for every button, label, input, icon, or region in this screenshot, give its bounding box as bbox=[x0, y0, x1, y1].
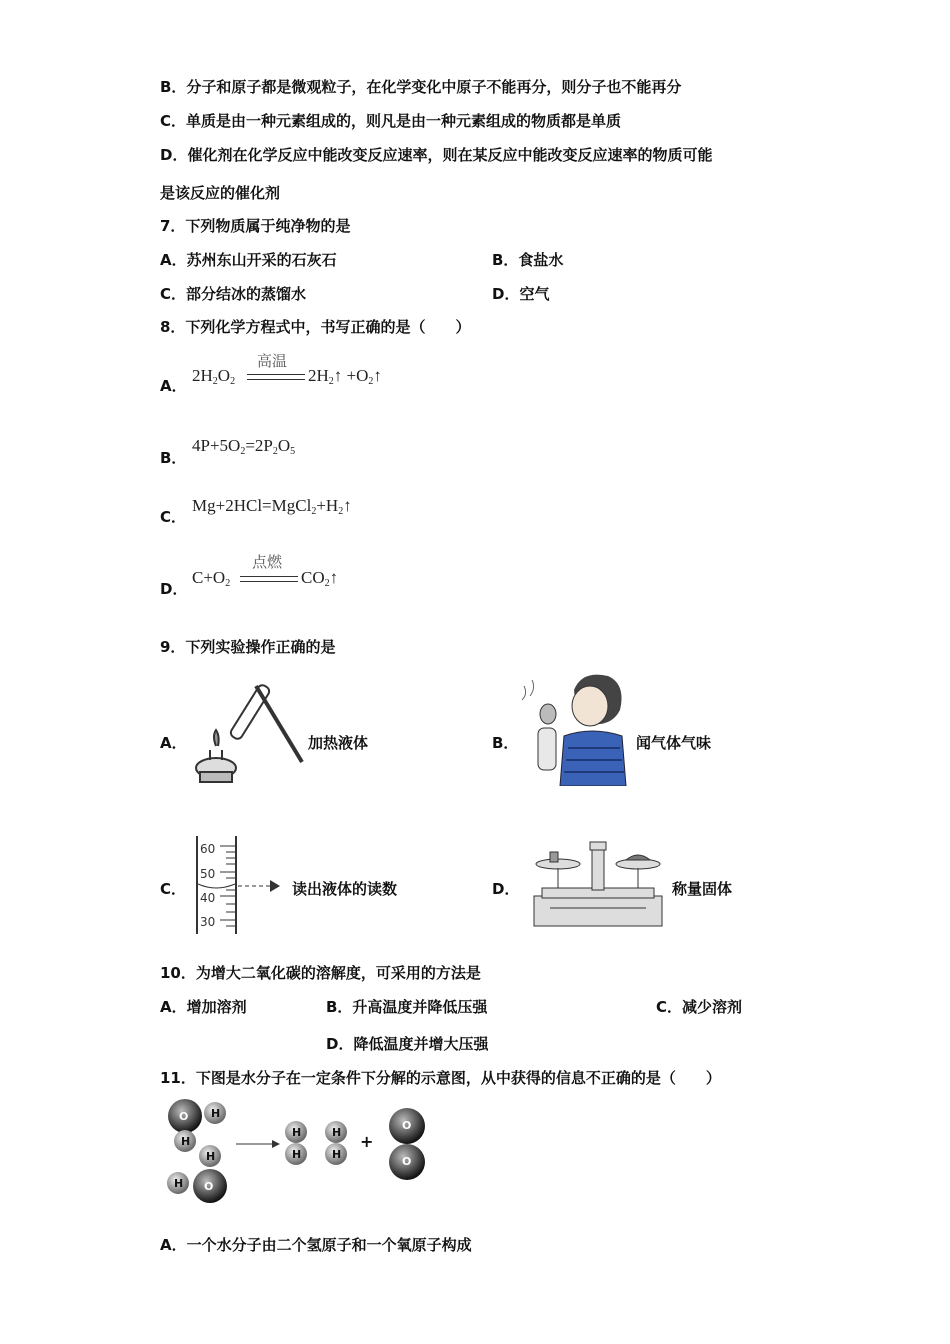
atom-label-h-7: H bbox=[332, 1126, 342, 1139]
q10-option-d: D．降低温度并增大压强 bbox=[326, 1035, 489, 1053]
q9-option-b-label: B． bbox=[492, 734, 519, 752]
q8-d-rhs: $CO_2↑$ bbox=[301, 568, 339, 589]
q9-option-d-caption: 称量固体 bbox=[672, 880, 733, 898]
q8-option-a-label: A． bbox=[160, 377, 187, 395]
q9-option-d-label: D． bbox=[492, 880, 520, 898]
atom-label-h-4: H bbox=[174, 1177, 184, 1190]
plus-sign: + bbox=[360, 1132, 374, 1151]
cylinder-tick-60: 60 bbox=[200, 842, 216, 856]
q8-option-b-label: B． bbox=[160, 449, 187, 467]
q8-d-lhs: $C+O_2$ bbox=[192, 568, 231, 589]
q11-stem: 11．下图是水分子在一定条件下分解的示意图，从中获得的信息不正确的是（ ） bbox=[160, 1069, 721, 1087]
q8-a-condition: 高温 bbox=[257, 352, 288, 370]
cylinder-tick-40: 40 bbox=[200, 891, 216, 905]
q9-option-a-caption: 加热液体 bbox=[308, 734, 369, 752]
q11-option-a: A．一个水分子由二个氢原子和一个氧原子构成 bbox=[160, 1236, 472, 1254]
q9-option-a-label: A． bbox=[160, 734, 187, 752]
q7-option-c: C．部分结冰的蒸馏水 bbox=[160, 285, 307, 303]
q10-option-a: A．增加溶剂 bbox=[160, 998, 247, 1016]
q6-option-d-line1: D．催化剂在化学反应中能改变反应速率，则在某反应中能改变反应速率的物质可能 bbox=[160, 146, 713, 164]
q8-a-equals bbox=[247, 374, 305, 380]
q7-option-a: A．苏州东山开采的石灰石 bbox=[160, 251, 337, 269]
q8-a-lhs: $2H_2O_2$ bbox=[192, 366, 236, 387]
q9-stem: 9．下列实验操作正确的是 bbox=[160, 638, 336, 656]
q8-b-equation: $4P+5O_2=2P_2O_5$ bbox=[192, 436, 296, 457]
atom-label-h-1: H bbox=[211, 1107, 221, 1120]
q6-option-c: C．单质是由一种元素组成的，则凡是由一种元素组成的物质都是单质 bbox=[160, 112, 622, 130]
q8-option-d-label: D． bbox=[160, 580, 188, 598]
atom-label-o-3: O bbox=[402, 1119, 412, 1132]
q9-option-c-label: C． bbox=[160, 880, 187, 898]
q7-stem: 7．下列物质属于纯净物的是 bbox=[160, 217, 351, 235]
atom-label-h-5: H bbox=[292, 1126, 302, 1139]
atom-label-o-4: O bbox=[402, 1155, 412, 1168]
atom-label-h-2: H bbox=[181, 1135, 191, 1148]
q9-option-c-caption: 读出液体的读数 bbox=[292, 880, 398, 898]
q9-option-b-caption: 闻气体气味 bbox=[636, 734, 712, 752]
q8-stem: 8．下列化学方程式中，书写正确的是（ ） bbox=[160, 318, 471, 336]
q10-option-b: B．升高温度并降低压强 bbox=[326, 998, 488, 1016]
atom-label-h-8: H bbox=[332, 1148, 342, 1161]
atom-label-h-6: H bbox=[292, 1148, 302, 1161]
q7-option-d: D．空气 bbox=[492, 285, 550, 303]
atom-label-o-1: O bbox=[179, 1110, 189, 1123]
cylinder-tick-50: 50 bbox=[200, 867, 216, 881]
smelling-gas-illustration bbox=[516, 670, 634, 786]
cylinder-tick-30: 30 bbox=[200, 915, 216, 929]
q8-c-equation: $Mg+2HCl=MgCl_2+H_2↑$ bbox=[192, 496, 352, 517]
q6-option-d-line2: 是该反应的催化剂 bbox=[160, 184, 281, 202]
q10-stem: 10．为增大二氧化碳的溶解度，可采用的方法是 bbox=[160, 964, 481, 982]
q8-option-c-label: C． bbox=[160, 508, 187, 526]
atom-label-h-3: H bbox=[206, 1150, 216, 1163]
q10-option-c: C．减少溶剂 bbox=[656, 998, 743, 1016]
q8-d-condition: 点燃 bbox=[252, 553, 283, 571]
balance-scale-illustration bbox=[530, 836, 666, 932]
heating-liquid-illustration bbox=[186, 676, 310, 788]
q6-option-b: B．分子和原子都是微观粒子，在化学变化中原子不能再分，则分子也不能再分 bbox=[160, 78, 682, 96]
q7-option-b: B．食盐水 bbox=[492, 251, 564, 269]
q8-a-rhs: $2H_2↑$ $+O_2↑$ bbox=[308, 366, 382, 387]
q8-d-equals bbox=[240, 576, 298, 582]
atom-label-o-2: O bbox=[204, 1180, 214, 1193]
